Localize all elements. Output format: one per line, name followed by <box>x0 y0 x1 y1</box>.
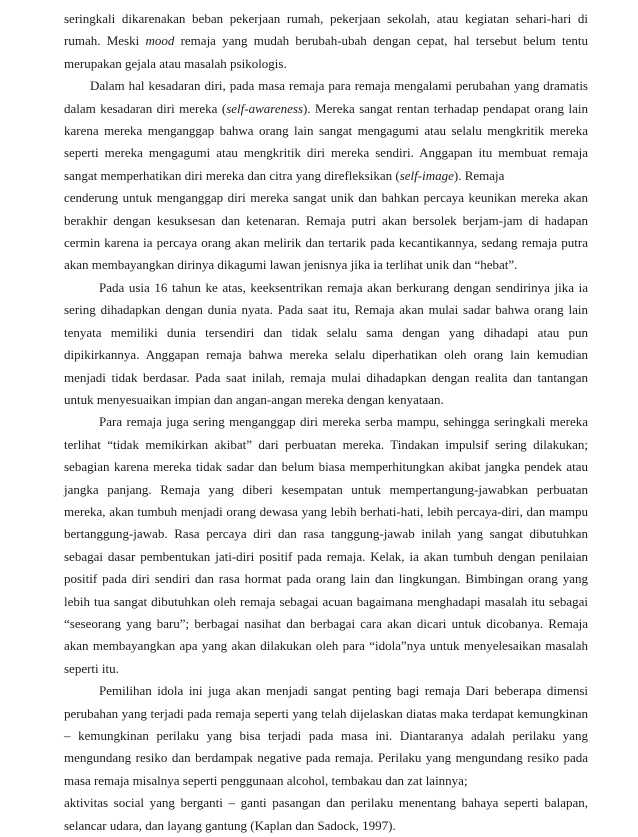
text-run: aktivitas social yang berganti – ganti pasangan dan perilaku menentang bahaya seperti balapan, selancar udara, dan layang gantung (Kaplan dan Sadock, 1997). <box>64 795 588 833</box>
text-run: seringkali dikarenakan beban pekerjaan rumah, pekerjaan sekolah, atau kegiatan sehari-hari di rumah. Meski <box>64 11 588 49</box>
text-run: cenderung untuk menganggap diri mereka sangat unik dan bahkan percaya keunikan mereka akan berakhir dengan kesuksesan dan ketenaran. Remaja putri akan bersolek berjam-jam di hadapan cermin karena ia percaya orang akan melirik dan tertarik pada kecantikannya, sedang remaja putra akan membayangkan dirinya dikagumi lawan jenisnya jika ia terlihat unik dan “hebat”. <box>64 190 588 273</box>
text-run: ). Remaja <box>453 167 505 183</box>
text-run: Pemilihan idola ini juga akan menjadi sangat penting bagi remaja Dari beberapa dimensi perubahan yang terjadi pada remaja seperti yang telah dijelaskan diatas maka terdapat kemungkinan – kemungkinan perilaku yang bisa terjadi pada masa ini. Diantaranya adalah perilaku yang mengundang resiko dan berdampak negative pada remaja. Perilaku yang mengundang resiko pada masa remaja misalnya seperti penggunaan alcohol, tembakau dan zat lainnya; <box>64 683 588 788</box>
paragraph-6 <box>64 680 588 792</box>
text-run: Pada usia 16 tahun ke atas, keeksentrikan remaja akan berkurang dengan sendirinya jika ia sering dihadapkan dengan dunia nyata. Pada saat itu, Remaja akan mulai sadar bahwa orang lain tenyata memiliki dunia tersendiri dan tidak selalu sama dengan yang dihadapi atau pun dipikirkannya. Anggapan remaja bahwa mereka selalu diperhatikan oleh orang lain kemudian menjadi tidak berdasar. Pada saat inilah, remaja mulai dihadapkan dengan realita dan tantangan untuk menyesuaikan impian dan angan-angan mereka dengan kenyataan. <box>64 279 588 407</box>
italic-term: mood <box>145 33 175 49</box>
italic-term: self-image <box>399 167 454 183</box>
text-run: Dalam hal kesadaran diri, pada masa remaja para remaja mengalami perubahan yang dramatis dalam kesadaran diri mereka ( <box>64 78 588 116</box>
paragraph-2 <box>64 75 588 187</box>
paragraph-4 <box>64 277 588 411</box>
paragraph-1 <box>64 8 588 75</box>
document-page <box>64 8 588 837</box>
text-run: Para remaja juga sering menganggap diri mereka serba mampu, sehingga seringkali mereka terlihat “tidak memikirkan akibat” dari perbuatan mereka. Tindakan impulsif sering dilakukan; sebagian karena mereka tidak sadar dan belum biasa memperhitungkan akibat jangka pendek atau jangka panjang. Remaja yang diberi kesempatan untuk mempertangung-jawabkan perbuatan mereka, akan tumbuh menjadi orang dewasa yang lebih berhati-hati, lebih percaya-diri, dan mampu bertanggung-jawab. Rasa percaya diri dan rasa tanggung-jawab inilah yang sangat dibutuhkan sebagai dasar pembentukan jati-diri positif pada remaja. Kelak, ia akan tumbuh dengan penilaian positif pada diri sendiri dan rasa hormat pada orang lain dan lingkungan. Bimbingan orang yang lebih tua sangat dibutuhkan oleh remaja sebagai acuan bagaimana menghadapi masalah itu sebagai “seseorang yang baru”; berbagai nasihat dan berbagai cara akan dicari untuk dicobanya. Remaja akan membayangkan apa yang akan dilakukan oleh para “idola”nya untuk menyelesaikan masalah seperti itu. <box>64 414 588 676</box>
text-run: remaja yang mudah berubah-ubah dengan cepat, hal tersebut belum tentu merupakan gejala atau masalah psikologis. <box>64 33 588 71</box>
text-run: ). Mereka sangat rentan terhadap pendapat orang lain karena mereka menganggap bahwa orang lain sangat mengagumi atau selalu mengkritik mereka seperti mereka mengagumi atau mengkritik diri mereka sendiri. Anggapan itu membuat remaja sangat memperhatikan diri mereka dan citra yang direfleksikan ( <box>64 100 588 183</box>
paragraph-3 <box>64 187 588 277</box>
italic-term: self-awareness <box>226 100 304 116</box>
paragraph-5 <box>64 411 588 680</box>
paragraph-7 <box>64 792 588 837</box>
